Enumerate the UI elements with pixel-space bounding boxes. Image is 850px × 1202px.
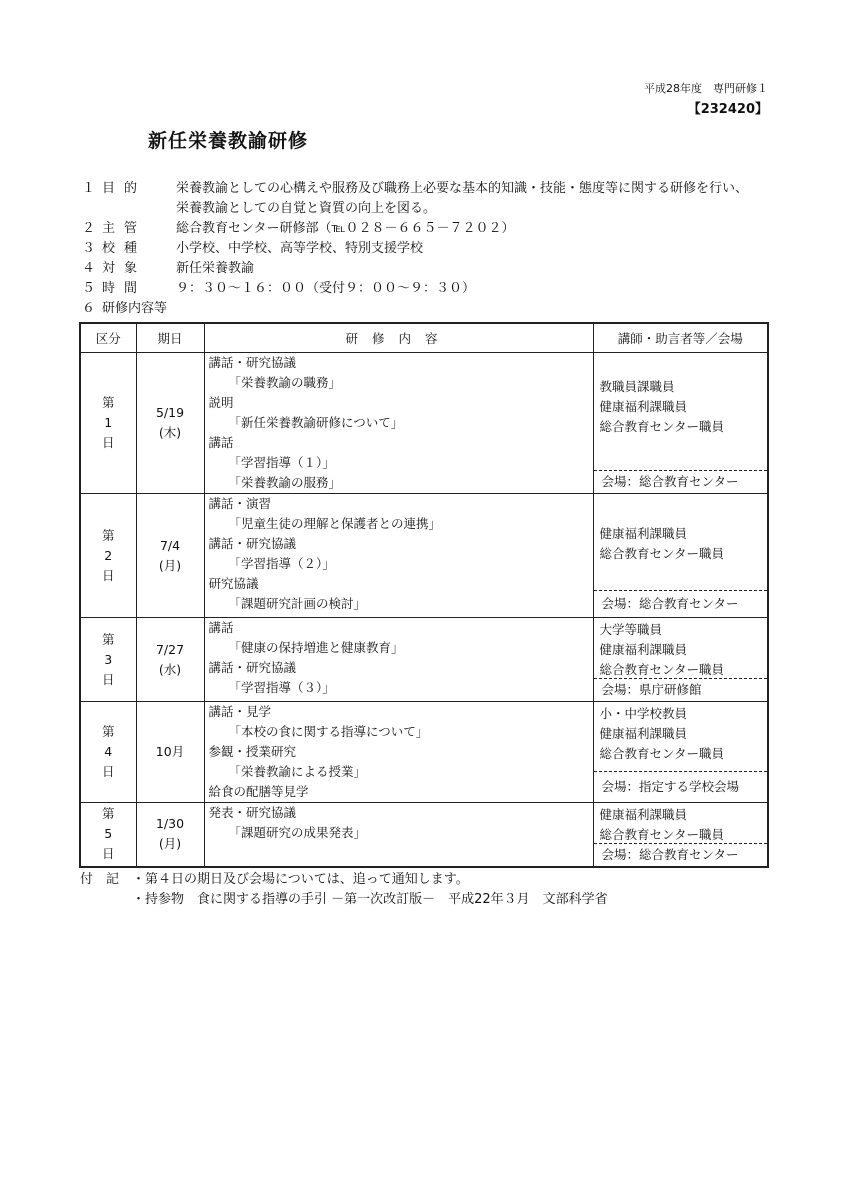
day-cell [80,494,136,618]
date-cell [136,494,204,618]
info-text: 総合教育センター研修部（℡０２８－６６５－７２０２） [176,221,515,236]
content-topic: 「新任栄養教諭研修について」 [228,415,404,430]
info-purpose [82,179,772,199]
content-activity: 講話・見学 [208,704,272,719]
table-row [80,494,768,618]
lecturer-cell [593,702,768,803]
header-content: 研修内容 [204,323,593,353]
day-label: 1 [104,415,113,430]
info-number: １ [82,181,96,196]
day-label: 5 [104,826,113,842]
day-label: 日 [101,846,115,862]
content-topic: 「学習指導（３）」 [228,680,335,695]
content-activity: 講話・研究協議 [208,355,297,370]
date-label: (水) [158,661,182,677]
content-activity: 講話・研究協議 [208,660,297,675]
info-text: 小学校、中学校、高等学校、特別支援学校 [176,241,424,256]
info-time [82,279,772,299]
header-lecturers: 講師・助言者等／会場 [593,323,768,353]
schedule-table [79,322,769,868]
info-number: ６ [82,301,96,316]
day-label: 日 [101,764,115,779]
lecturer-name: 総合教育センター職員 [599,746,725,761]
day-label: 第 [101,806,115,822]
day-label: 3 [104,651,113,667]
day-cell [80,353,136,494]
notes-section [80,870,608,910]
lecturer-name: 大学等職員 [599,622,663,637]
date-label: 5/19 [155,405,185,420]
lecturer-cell [593,494,768,618]
note-text: ・第４日の期日及び会場については、追って通知します。 [132,872,469,887]
table-header-row [80,323,768,353]
content-activity: 講話・演習 [208,496,272,511]
day-label: 2 [104,547,113,563]
content-cell [204,702,593,803]
info-number: ４ [82,261,96,276]
content-topic: 「栄養教諭による授業」 [228,764,367,779]
info-label: 時間 [102,281,147,296]
date-cell [136,353,204,494]
lecturer-name: 健康福利課職員 [599,526,688,541]
table-row [80,803,768,867]
lecturer-name: 健康福利課職員 [599,399,688,414]
info-label: 校種 [102,241,147,256]
info-text: 栄養教諭としての自覚と資質の向上を図る。 [176,201,437,216]
content-topic: 「本校の食に関する指導について」 [228,724,429,739]
table-row [80,353,768,494]
info-school-type [82,239,772,259]
info-text: 新任栄養教諭 [176,261,255,276]
info-purpose-cont [82,199,772,219]
lecturer-name: 健康福利課職員 [599,807,688,822]
info-number: ５ [82,281,96,296]
content-topic: 「学習指導（２）」 [228,556,335,571]
info-label: 主管 [102,221,147,236]
date-label: (木) [158,425,182,440]
table-row [80,618,768,702]
note-line [80,870,608,890]
content-topic: 「児童生徒の理解と保護者との連携」 [228,516,442,531]
content-activity: 参観・授業研究 [208,744,297,759]
page-title: 新任栄養教諭研修 [148,130,309,152]
lecturer-name: 健康福利課職員 [599,726,688,741]
day-label: 4 [104,744,113,759]
day-label: 日 [101,567,115,583]
venue-label: 会場：総合教育センター [594,470,768,493]
date-label: (月) [158,557,182,573]
content-cell [204,494,593,618]
content-topic: 「栄養教諭の職務」 [228,375,342,390]
date-label: 7/27 [155,641,185,657]
date-cell [136,618,204,702]
header-date: 期日 [136,323,204,353]
day-cell [80,618,136,702]
day-label: 第 [101,395,115,410]
lecturer-name: 健康福利課職員 [599,642,688,657]
info-text: ９：３０～１６：００（受付９：００～９：３０） [176,281,476,296]
day-cell [80,702,136,803]
lecturer-cell [593,618,768,702]
content-activity: 発表・研究協議 [208,805,297,820]
info-section [82,179,772,319]
date-label: 7/4 [159,537,181,553]
date-cell [136,803,204,867]
lecturer-name: 総合教育センター職員 [599,419,725,434]
info-label: 研修内容等 [102,301,168,316]
info-text: 栄養教諭としての心構えや服務及び職務上必要な基本的知識・技能・態度等に関する研修を行い、 [176,181,749,196]
content-topic: 「栄養教諭の服務」 [228,475,342,490]
info-number: ３ [82,241,96,256]
date-cell [136,702,204,803]
lecturer-cell [593,803,768,867]
date-label: 10月 [155,744,185,759]
content-topic: 「健康の保持増進と健康教育」 [228,640,404,655]
info-label: 目的 [102,181,147,196]
content-activity: 講話 [208,620,234,635]
content-topic: 「課題研究の成果発表」 [228,825,367,840]
date-label: (月) [158,836,182,852]
day-cell [80,803,136,867]
venue-label: 会場：総合教育センター [594,590,768,617]
document-code: 【232420】 [687,102,768,117]
day-label: 第 [101,631,115,647]
content-topic: 「学習指導（１）」 [228,455,335,470]
lecturer-name: 総合教育センター職員 [599,827,725,842]
content-cell [204,618,593,702]
content-topic: 「課題研究計画の検討」 [228,596,367,611]
info-target [82,259,772,279]
lecturer-name: 総合教育センター職員 [599,546,725,561]
day-label: 第 [101,527,115,543]
content-cell [204,803,593,867]
note-text: ・持参物 食に関する指導の手引 －第一次改訂版－ 平成22年３月 文部科学省 [132,892,608,907]
venue-label: 会場：県庁研修館 [594,678,768,701]
notes-label: 付 記 [80,872,120,887]
content-activity: 講話 [208,435,234,450]
info-contents-heading [82,299,772,319]
date-label: 1/30 [155,816,185,832]
day-label: 第 [101,724,115,739]
header-category: 区分 [80,323,136,353]
table-row [80,702,768,803]
venue-label: 会場：指定する学校会場 [594,771,768,802]
venue-label: 会場：総合教育センター [594,843,768,866]
note-line [80,890,608,910]
content-cell [204,353,593,494]
info-management [82,219,772,239]
lecturer-cell [593,353,768,494]
content-activity: 研究協議 [208,576,259,591]
day-label: 日 [101,671,115,687]
content-activity: 説明 [208,395,234,410]
content-activity: 講話・研究協議 [208,536,297,551]
lecturer-name: 総合教育センター職員 [599,662,725,677]
info-label: 対象 [102,261,147,276]
day-label: 日 [101,435,115,450]
year-label: 平成28年度 専門研修１ [644,82,768,95]
info-number: ２ [82,221,96,236]
lecturer-name: 教職員課職員 [599,379,675,394]
content-activity: 給食の配膳等見学 [208,784,309,799]
lecturer-name: 小・中学校教員 [599,706,688,721]
